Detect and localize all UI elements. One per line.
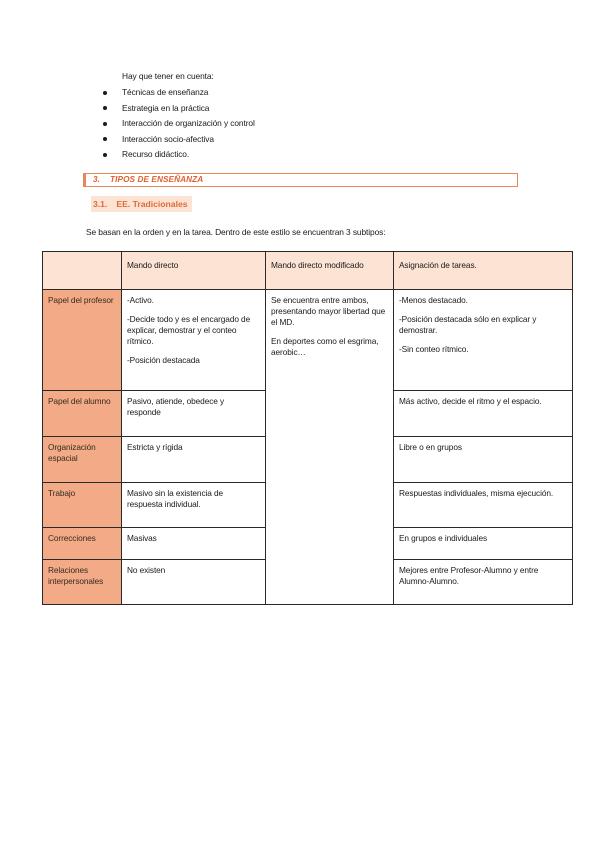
table-cell-modificado: Se encuentra entre ambos, presentando mayor libertad que el MD. En deportes como el esgrima, aerobic… [266, 290, 394, 605]
bullet-dot-icon [103, 137, 107, 141]
list-item: Técnicas de enseñanza [103, 87, 255, 103]
list-item: Interacción socio-afectiva [103, 134, 255, 150]
subsection-title: EE. Tradicionales [116, 199, 188, 209]
table-cell: Estricta y rígida [122, 437, 266, 483]
section-number: 3. [93, 175, 101, 184]
subsection-number: 3.1. [93, 199, 108, 209]
bullet-list [103, 87, 255, 165]
table-cell: Libre o en grupos [394, 437, 573, 483]
row-label-organizacion: Organización espacial [43, 437, 122, 483]
table-cell: Mejores entre Profesor-Alumno y entre Alumno-Alumno. [394, 560, 573, 605]
row-label-correcciones: Correcciones [43, 528, 122, 560]
row-label-papel-profesor: Papel del profesor [43, 290, 122, 391]
table-cell: -Menos destacado. -Posición destacada sólo en explicar y demostrar. -Sin conteo rítmico. [394, 290, 573, 391]
table-row [43, 290, 573, 391]
table-cell: Masivas [122, 528, 266, 560]
table-cell: Respuestas individuales, misma ejecución. [394, 483, 573, 528]
table-cell: -Activo. -Decide todo y es el encargado de explicar, demostrar y el conteo rítmico. -Posición destacada [122, 290, 266, 391]
table-header-row [43, 252, 573, 290]
body-paragraph: Se basan en la orden y en la tarea. Dentro de este estilo se encuentran 3 subtipos: [86, 227, 386, 237]
table-cell: Masivo sin la existencia de respuesta individual. [122, 483, 266, 528]
table-corner-cell [43, 252, 122, 290]
row-label-relaciones: Relaciones interpersonales [43, 560, 122, 605]
row-label-trabajo: Trabajo [43, 483, 122, 528]
bullet-dot-icon [103, 106, 107, 110]
bullet-dot-icon [103, 122, 107, 126]
table-cell: Más activo, decide el ritmo y el espacio. [394, 391, 573, 437]
header-asignacion-tareas: Asignación de tareas. [394, 252, 573, 290]
section-heading [83, 173, 518, 187]
comparison-table [42, 251, 573, 605]
header-mando-modificado: Mando directo modificado [266, 252, 394, 290]
subsection-heading [91, 196, 192, 212]
list-item: Recurso didáctico. [103, 149, 255, 165]
header-mando-directo: Mando directo [122, 252, 266, 290]
list-item: Estrategia en la práctica [103, 103, 255, 119]
table-cell: No existen [122, 560, 266, 605]
section-title: TIPOS DE ENSEÑANZA [110, 175, 204, 184]
table-cell: Pasivo, atiende, obedece y responde [122, 391, 266, 437]
intro-text: Hay que tener en cuenta: [122, 71, 214, 81]
bullet-dot-icon [103, 153, 107, 157]
table-cell: En grupos e individuales [394, 528, 573, 560]
bullet-dot-icon [103, 91, 107, 95]
list-item: Interacción de organización y control [103, 118, 255, 134]
row-label-papel-alumno: Papel del alumno [43, 391, 122, 437]
